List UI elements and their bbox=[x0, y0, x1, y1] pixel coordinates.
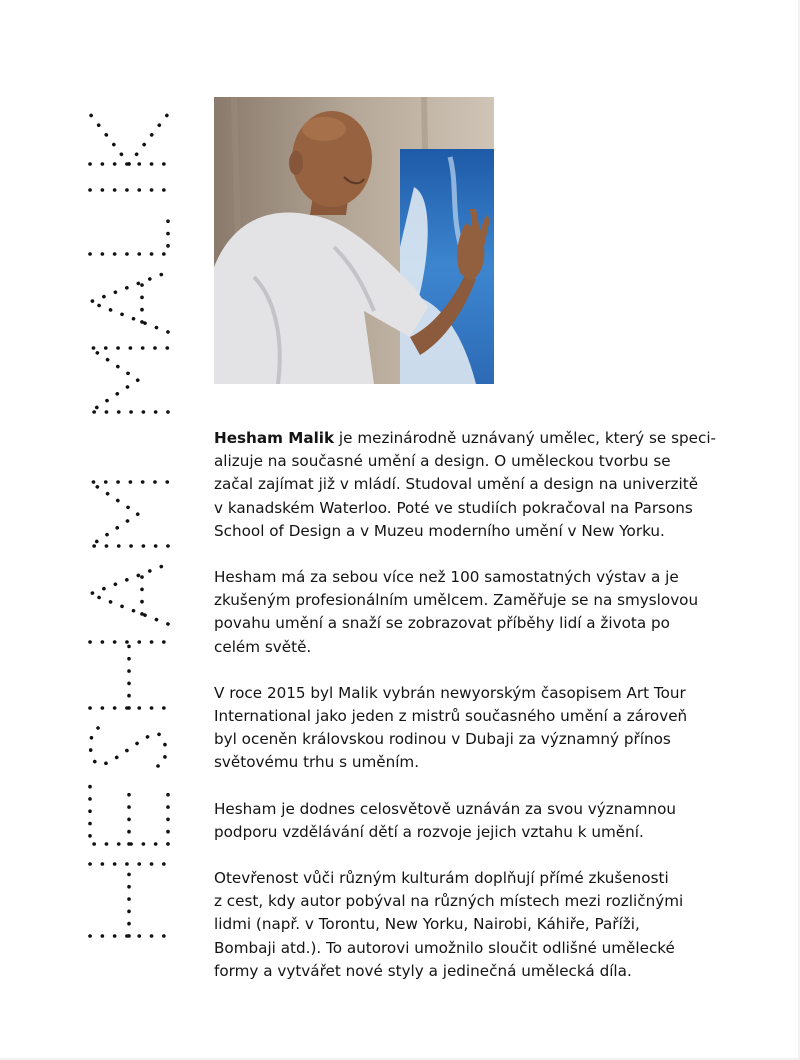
bio-paragraph-2: Hesham má za sebou více než 100 samostatných výstav a je zkušeným profesionálním umělcem. Zaměřuje se na smyslovou povahu umění a snaží se zobrazovat příběhy lidí a života po celém světě. bbox=[214, 568, 699, 656]
dotted-title-graphic bbox=[68, 94, 186, 944]
bio-paragraph-1: Hesham Malik je mezinárodně uznávaný umělec, který se speci- alizuje na současné umění a design. O uměleckou tvorbu se začal zajímat již v mládí. Studoval umění a design na univerzitě v kanadském Waterloo. Poté ve studiích pokračoval na Parsons School of Design a v Muzeu moderního umění v New Yorku. bbox=[214, 429, 717, 540]
biography-text bbox=[214, 427, 734, 1006]
portrait-illustration bbox=[214, 97, 494, 384]
bio-paragraph-5: Otevřenost vůči různým kulturám doplňují přímé zkušenosti z cest, kdy autor pobýval na různých místech mezi rozličnými lidmi (např. v Torontu, New Yorku, Nairobi, Káhiře, Paříži, Bombaji atd.). To autorovi umožnilo sloučit odlišné umělecké formy a vytvářet nové styly a jedinečná umělecká díla. bbox=[214, 869, 684, 980]
vertical-dotted-title bbox=[68, 94, 186, 944]
bio-paragraph-3: V roce 2015 byl Malik vybrán newyorským časopisem Art Tour International jako jeden z mistrů současného umění a zároveň byl oceněn královskou rodinou v Dubaji za významný přínos světovému trhu s uměním. bbox=[214, 683, 688, 772]
bio-paragraph-4: Hesham je dodnes celosvětově uznáván za svou významnou podporu vzdělávání dětí a rozvoje jejich vztahu k umění. bbox=[214, 799, 677, 841]
artist-name: Hesham Malik bbox=[214, 429, 335, 447]
artist-portrait-photo bbox=[214, 97, 494, 384]
